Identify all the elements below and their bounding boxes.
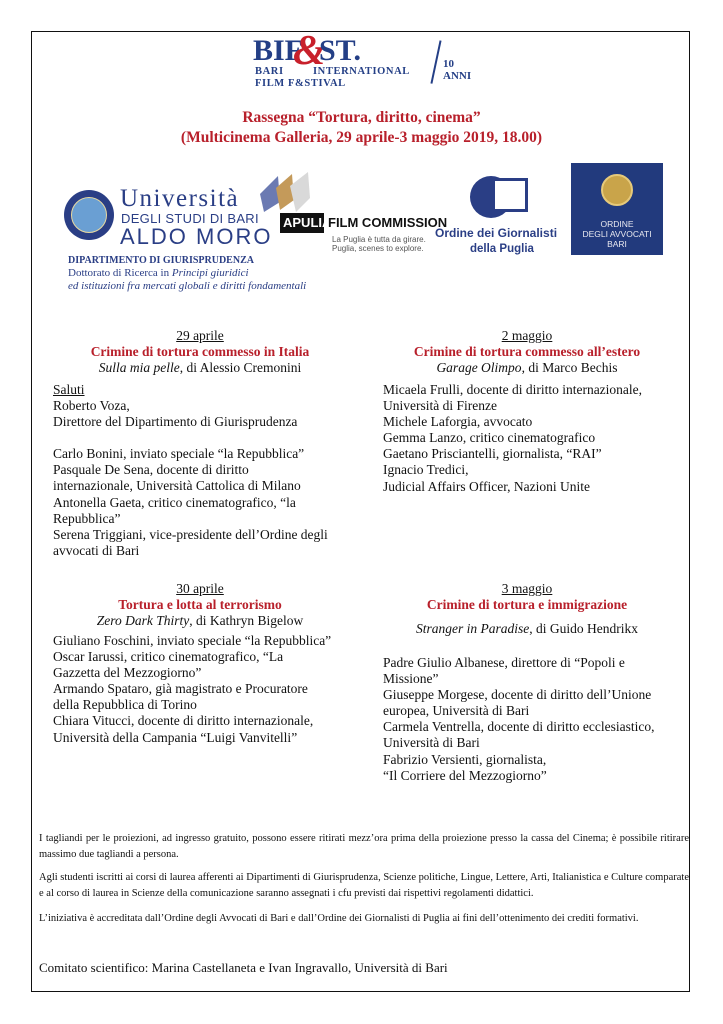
logo-film-festival: FILM F&STIVAL — [255, 78, 346, 89]
giornalisti-name: Ordine dei Giornalisti — [435, 226, 558, 240]
speaker-line: Padre Giulio Albanese, direttore di “Popoli e — [383, 655, 625, 670]
apulia-label-a: APULIA — [283, 215, 332, 230]
apulia-label-b: FILM COMMISSION — [328, 215, 448, 230]
university-seal-icon — [64, 190, 114, 240]
day-block-2-maggio — [372, 328, 682, 376]
logo-bif: BIF — [253, 34, 304, 67]
speaker-line: Antonella Gaeta, critico cinematografico, “la — [53, 494, 296, 510]
day-date: 3 maggio — [501, 581, 553, 596]
scientific-committee: Comitato scientifico: Marina Castellaneta e Ivan Ingravallo, Università di Bari — [39, 960, 448, 975]
university-aldo-moro: ALDO MORO — [120, 224, 273, 249]
speaker-line: Gemma Lanzo, critico cinematografico — [383, 430, 596, 446]
logo-amp: & — [293, 28, 326, 74]
apulia-tagline-2: Puglia, scenes to explore. — [332, 244, 424, 253]
day-block-30-aprile — [50, 581, 350, 629]
speaker-line: Judicial Affairs Officer, Nazioni Unite — [383, 478, 591, 494]
avvocati-medal-icon — [601, 174, 633, 206]
speaker-line: Missione” — [383, 671, 439, 687]
speaker-line: internazionale, Università Cattolica di Milano — [53, 478, 301, 494]
note-tickets: I tagliandi per le proiezioni, ad ingresso gratuito, possono essere ritirati mezz’ora prima della proiezione presso la cassa del Cinema; è possibile ritirare massimo due tagliandi a persona. — [39, 833, 689, 860]
day-film: Sulla mia pelle, di Alessio Cremonini — [98, 360, 302, 375]
speaker-line: Ignacio Tredici, — [383, 462, 469, 478]
speaker-line: Giuseppe Morgese, docente di diritto dell’Unione — [383, 687, 652, 703]
logo-st: ST. — [319, 34, 361, 67]
speaker-line: Saluti — [53, 382, 85, 397]
department-name: DIPARTIMENTO DI GIURISPRUDENZA — [68, 255, 254, 266]
day-film: Zero Dark Thirty, di Kathryn Bigelow — [96, 613, 304, 628]
speaker-line: avvocati di Bari — [53, 542, 140, 558]
logo-anni: ANNI — [443, 70, 472, 82]
speaker-line: europea, Università di Bari — [383, 703, 530, 719]
department-doctorate-cont: ed istituzioni fra mercati globali e diritti fondamentali — [68, 280, 307, 292]
speaker-line: Micaela Frulli, docente di diritto internazionale, — [383, 382, 643, 397]
day-title: Crimine di tortura e immigrazione — [426, 597, 628, 612]
page-title: Rassegna “Tortura, diritto, cinema” — [242, 109, 481, 126]
avvocati-line-3: BARI — [607, 239, 627, 249]
speaker-line: Università di Bari — [383, 735, 480, 751]
logo-international: INTERNATIONAL — [313, 66, 410, 77]
day-title: Tortura e lotta al terrorismo — [118, 597, 282, 612]
day-film: Stranger in Paradise, di Guido Hendrikx — [416, 621, 638, 636]
speaker-line: Università di Firenze — [383, 398, 497, 414]
speaker-line: Gazzetta del Mezzogiorno” — [53, 665, 202, 681]
avvocati-line-1: ORDINE — [600, 219, 634, 229]
speaker-line: Repubblica” — [53, 510, 121, 526]
logo-bari: BARI — [255, 66, 284, 77]
day-block-29-aprile — [50, 328, 350, 376]
university-name: Università — [120, 185, 240, 212]
speaker-line: Direttore del Dipartimento di Giurisprudenza — [53, 414, 298, 430]
day-date: 29 aprile — [176, 328, 224, 343]
speaker-line: Gaetano Prisciantelli, giornalista, “RAI” — [383, 446, 602, 462]
speaker-line: Roberto Voza, — [53, 398, 130, 414]
speaker-line: Fabrizio Versienti, giornalista, — [383, 751, 547, 767]
speaker-line: Chiara Vitucci, docente di diritto internazionale, — [53, 713, 314, 729]
logo-slash — [430, 40, 441, 83]
speakers-29-aprile — [53, 382, 328, 559]
avvocati-line-2: DEGLI AVVOCATI — [582, 229, 652, 239]
apulia-flags-icon — [258, 172, 318, 214]
note-accreditation: L’iniziativa è accreditata dall’Ordine degli Avvocati di Bari e dall’Ordine dei Giornalisti di Puglia ai fini dell’ottenimento dei crediti formativi. — [39, 913, 639, 924]
speakers-30-aprile — [53, 633, 331, 746]
speaker-line: Armando Spataro, già magistrato e Procuratore — [53, 681, 308, 697]
day-title: Crimine di tortura commesso in Italia — [90, 344, 310, 359]
avvocati-logo — [571, 163, 663, 255]
speaker-line: della Repubblica di Torino — [53, 697, 197, 713]
bifest-logo — [253, 28, 472, 96]
note-students: Agli studenti iscritti ai corsi di laurea afferenti ai Dipartimenti di Giurisprudenza, Scienze politiche, Lingue, Lettere, Arti, Italianistica e Culture comparate e al corso di laurea in Scienze della comunicazione saranno assegnati i cfu previsti dai rispettivi regolamenti didattici. — [39, 872, 689, 899]
speaker-line: Giuliano Foschini, inviato speciale “la Repubblica” — [53, 633, 332, 648]
day-title: Crimine di tortura commesso all’estero — [413, 344, 641, 359]
speaker-line: Università della Campania “Luigi Vanvitelli” — [53, 729, 298, 745]
apulia-tagline-1: La Puglia è tutta da girare. — [332, 235, 426, 244]
department-doctorate: Dottorato di Ricerca in Principi giuridici — [68, 267, 249, 279]
speaker-line: Michele Laforgia, avvocato — [383, 414, 533, 430]
speaker-line: Oscar Iarussi, critico cinematografico, “La — [53, 649, 284, 665]
day-date: 2 maggio — [501, 328, 553, 343]
speaker-line: Serena Triggiani, vice-presidente dell’Ordine degli — [53, 526, 328, 542]
speaker-line: Pasquale De Sena, docente di diritto — [53, 462, 249, 478]
logo-ten: 10 — [443, 58, 454, 70]
page-subtitle: (Multicinema Galleria, 29 aprile-3 maggio 2019, 18.00) — [180, 129, 543, 146]
giornalisti-sub: della Puglia — [470, 243, 534, 255]
day-block-3-maggio — [372, 581, 682, 637]
university-subname: DEGLI STUDI DI BARI — [121, 211, 259, 226]
speakers-2-maggio — [383, 382, 642, 495]
day-film: Garage Olimpo, di Marco Bechis — [436, 360, 618, 375]
speaker-line: “Il Corriere del Mezzogiorno” — [383, 767, 547, 783]
giornalisti-logo-square — [492, 178, 528, 212]
speaker-line: Carmela Ventrella, docente di diritto ecclesiastico, — [383, 719, 655, 735]
speakers-3-maggio — [383, 655, 655, 784]
speaker-line: Carlo Bonini, inviato speciale “la Repubblica” — [53, 446, 305, 462]
speaker-line-blank — [53, 430, 328, 446]
day-date: 30 aprile — [176, 581, 224, 596]
